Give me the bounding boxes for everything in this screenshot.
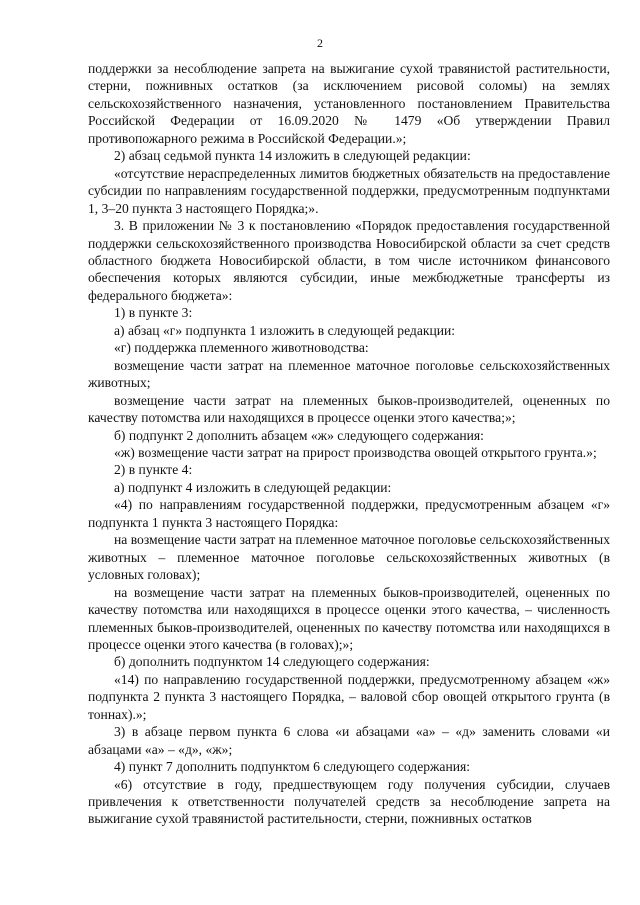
paragraph: 2) абзац седьмой пункта 14 изложить в следующей редакции: (114, 148, 471, 164)
paragraph: а) абзац «г» подпункта 1 изложить в следующей редакции: (114, 322, 456, 338)
paragraph: «г) поддержка племенного животноводства: (114, 340, 369, 356)
paragraph: на возмещение части затрат на племенных быков-производителей, оцененных по качеству потомства или находящихся в процессе оценки этого качества, – численность племенных быков-производителей, оцененных по качеству потомства или находящихся в процессе оценки этого качества (в головах);»; (88, 584, 610, 652)
paragraph: «14) по направлению государственной поддержки, предусмотренному абзацем «ж» подпункта 2 пункта 3 настоящего Порядка, – валовой сбор овощей открытого грунта (в тоннах).»; (88, 671, 610, 722)
paragraph: поддержки за несоблюдение запрета на выжигание сухой травянистой растительности, стерни, пожнивных остатков (за исключением рисовой соломы) на землях сельскохозяйственного назначения, установленного постановлением Правительства Российской Федерации от 16.09.2020 № 1479 «Об утверждении Правил противопожарного режима в Российской Федерации.»; (88, 61, 610, 146)
paragraph: «отсутствие нераспределенных лимитов бюджетных обязательств на предоставление субсидии по направлениям государственной поддержки, предусмотренным подпунктами 1, 3–20 пункта 3 настоящего Порядка;». (88, 165, 610, 216)
paragraph: «ж) возмещение части затрат на прирост производства овощей открытого грунта.»; (114, 444, 597, 460)
paragraph: б) подпункт 2 дополнить абзацем «ж» следующего содержания: (114, 427, 484, 443)
paragraph: 3. В приложении № 3 к постановлению «Порядок предоставления государственной поддержки сельскохозяйственного производства Новосибирской области за счет средств областного бюджета Новосибирской области, в том числе источником финансового обеспечения которых являются субсидии, иные межбюджетные трансферты из федерального бюджета»: (88, 218, 610, 303)
paragraph: «4) по направлениям государственной поддержки, предусмотренным абзацем «г» подпункта 1 пункта 3 настоящего Порядка: (88, 497, 610, 530)
paragraph: а) подпункт 4 изложить в следующей редакции: (114, 479, 392, 495)
paragraph: 3) в абзаце первом пункта 6 слова «и абзацами «а» – «д» заменить словами «и абзацами «а» – «д», «ж»; (88, 724, 610, 757)
page-number: 2 (317, 36, 323, 50)
paragraph: возмещение части затрат на племенных быков-производителей, оцененных по качеству потомства или находящихся в процессе оценки этого качества;»; (88, 392, 610, 426)
document-body (88, 60, 610, 828)
paragraph: на возмещение части затрат на племенное маточное поголовье сельскохозяйственных животных – племенное маточное поголовье сельскохозяйственных животных (в условных головах); (88, 532, 610, 583)
paragraph: «6) отсутствие в году, предшествующем году получения субсидии, случаев привлечения к ответственности получателей средств за несоблюдение запрета на выжигание сухой травянистой растительности, стерни, пожнивных остатков (88, 776, 610, 827)
paragraph: 1) в пункте 3: (114, 305, 193, 321)
paragraph: 2) в пункте 4: (114, 462, 193, 478)
paragraph: возмещение части затрат на племенное маточное поголовье сельскохозяйственных животных; (88, 357, 610, 391)
paragraph: 4) пункт 7 дополнить подпунктом 6 следующего содержания: (114, 759, 471, 775)
paragraph: б) дополнить подпунктом 14 следующего содержания: (114, 654, 430, 670)
